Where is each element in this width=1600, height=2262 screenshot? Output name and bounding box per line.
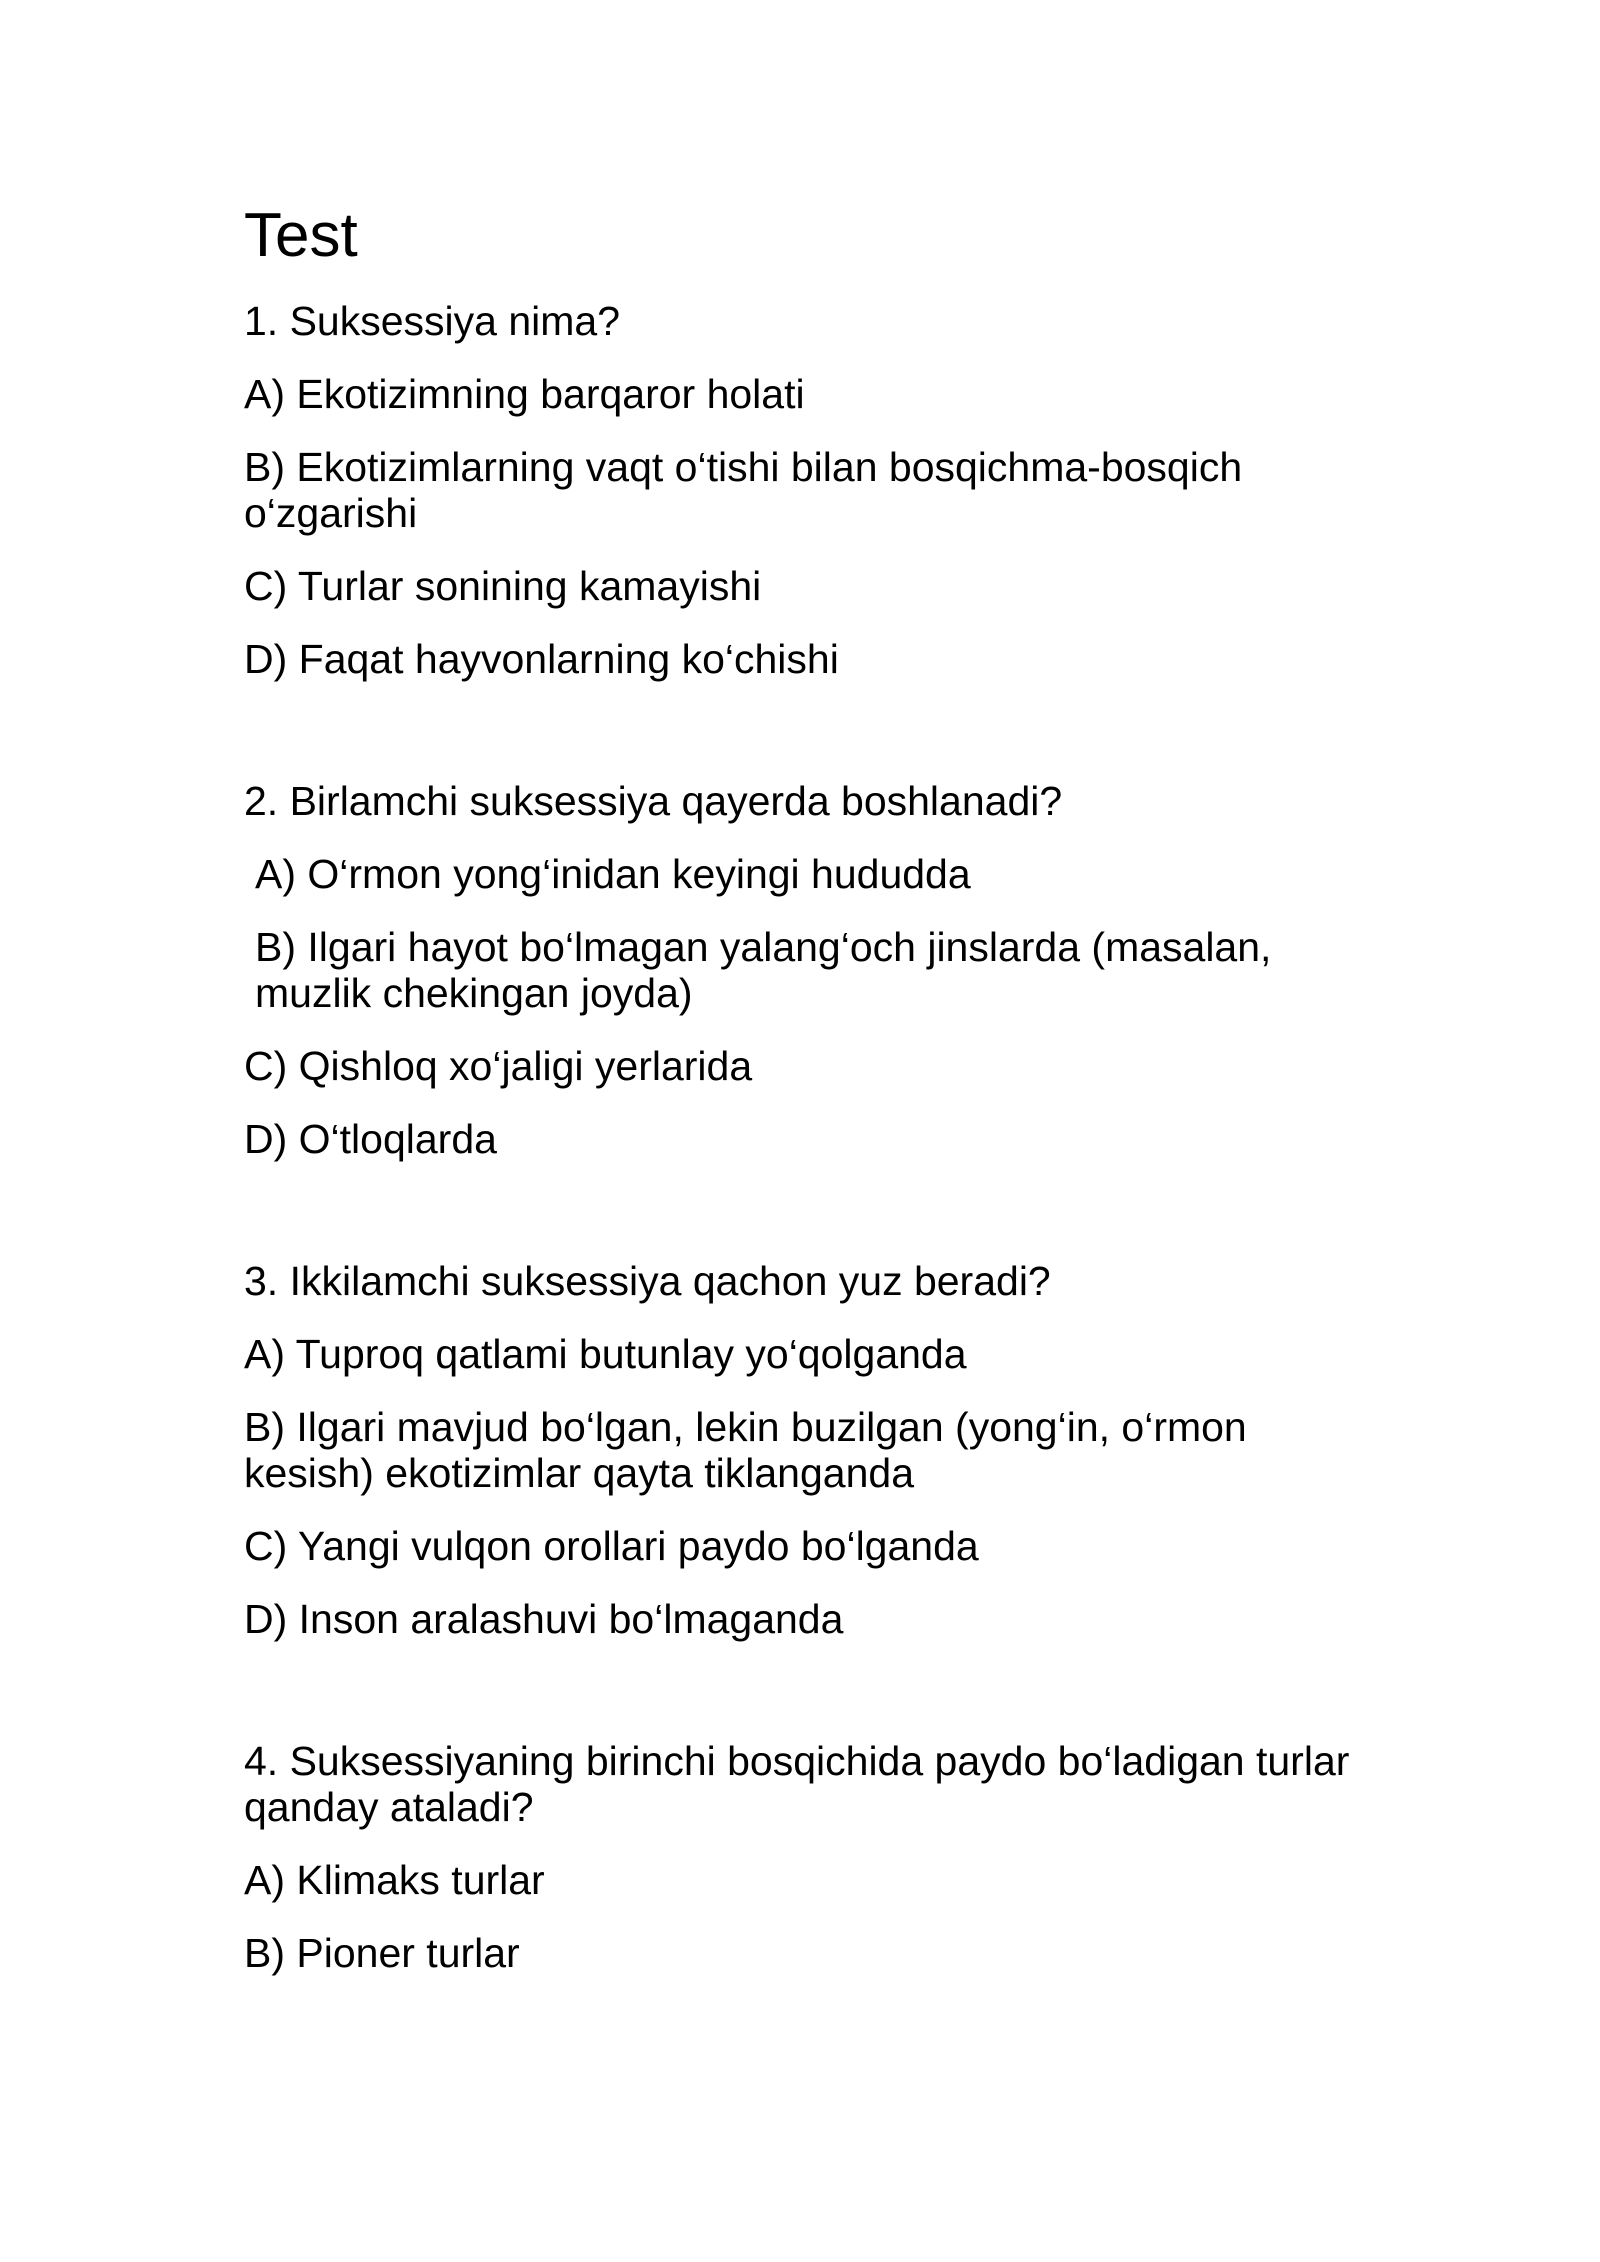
answer-option-b: B) Ilgari hayot bo‘lmagan yalang‘och jinslarda (masalan, muzlik chekingan joyda) bbox=[255, 924, 1272, 1016]
question-4 bbox=[244, 1738, 1384, 1976]
answer-option-c: C) Yangi vulqon orollari paydo bo‘lganda bbox=[244, 1523, 979, 1569]
answer-option-a: A) Tuproq qatlami butunlay yo‘qolganda bbox=[244, 1331, 967, 1377]
answer-option-c: C) Turlar sonining kamayishi bbox=[244, 563, 762, 609]
question-text: 4. Suksessiyaning birinchi bosqichida paydo bo‘ladigan turlar qanday ataladi? bbox=[244, 1738, 1350, 1830]
answer-option-a: A) Ekotizimning barqaror holati bbox=[244, 371, 805, 417]
answer-option-d: D) Faqat hayvonlarning ko‘chishi bbox=[244, 636, 839, 682]
question-2 bbox=[244, 778, 1384, 1162]
answer-option-a: A) O‘rmon yong‘inidan keyingi hududda bbox=[255, 851, 971, 897]
answer-option-b: B) Ekotizimlarning vaqt o‘tishi bilan bosqichma-bosqich o‘zgarishi bbox=[244, 444, 1243, 536]
document-content bbox=[244, 200, 1384, 2003]
question-text: 3. Ikkilamchi suksessiya qachon yuz beradi? bbox=[244, 1258, 1051, 1304]
answer-option-d: D) O‘tloqlarda bbox=[244, 1116, 497, 1162]
question-1 bbox=[244, 298, 1384, 682]
question-3 bbox=[244, 1258, 1384, 1642]
question-text: 2. Birlamchi suksessiya qayerda boshlanadi? bbox=[244, 778, 1063, 824]
question-text: 1. Suksessiya nima? bbox=[244, 298, 621, 344]
answer-option-d: D) Inson aralashuvi bo‘lmaganda bbox=[244, 1596, 844, 1642]
document-title: Test bbox=[244, 201, 358, 270]
answer-option-b: B) Ilgari mavjud bo‘lgan, lekin buzilgan (yong‘in, o‘rmon kesish) ekotizimlar qayta tiklanganda bbox=[244, 1404, 1247, 1496]
answer-option-a: A) Klimaks turlar bbox=[244, 1857, 545, 1903]
answer-option-b: B) Pioner turlar bbox=[244, 1930, 520, 1976]
answer-option-c: C) Qishloq xo‘jaligi yerlarida bbox=[244, 1043, 753, 1089]
